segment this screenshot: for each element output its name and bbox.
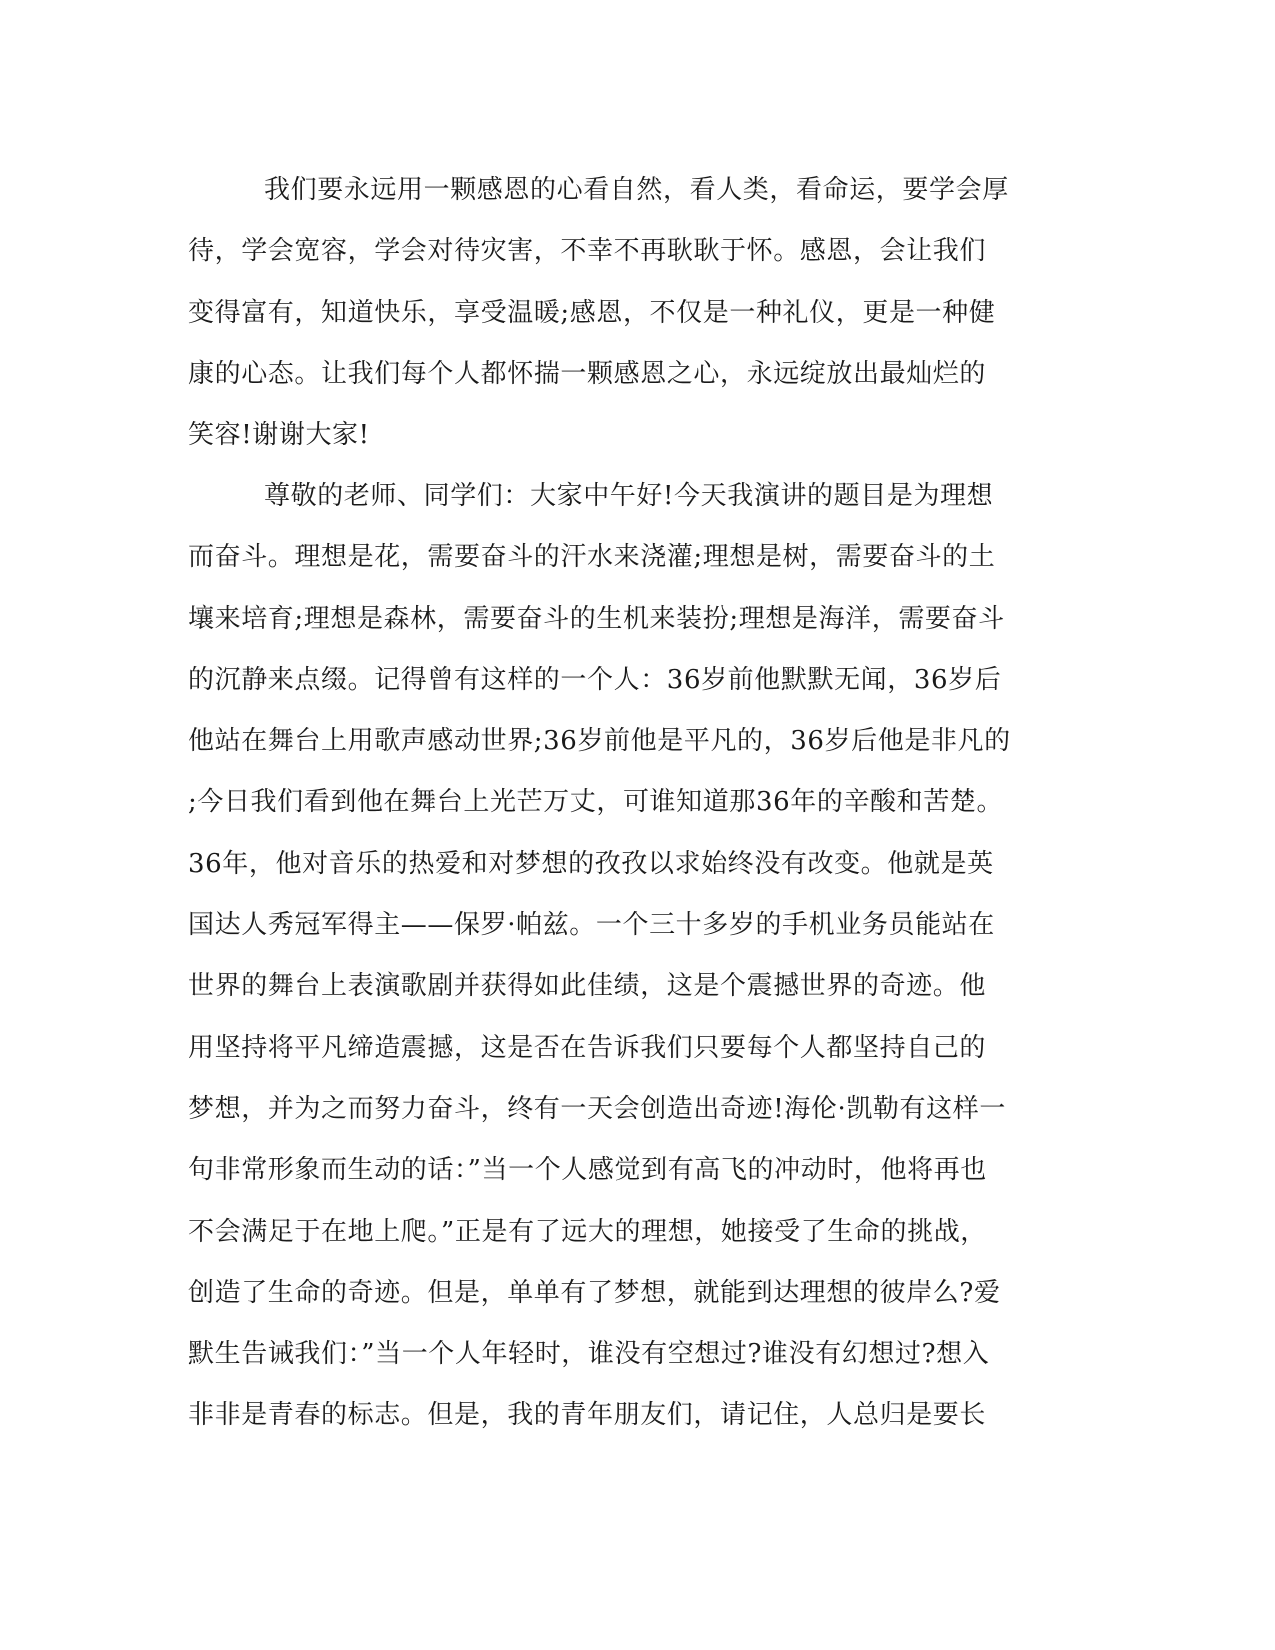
text-line: 世界的舞台上表演歌剧并获得如此佳绩，这是个震撼世界的奇迹。他 (188, 971, 987, 1002)
text-line: 待，学会宽容，学会对待灾害，不幸不再耿耿于怀。感恩，会让我们 (188, 236, 987, 267)
paragraph-gratitude (188, 160, 1078, 466)
text-line: 壤来培育;理想是森林，需要奋斗的生机来装扮;理想是海洋，需要奋斗 (188, 603, 1005, 634)
text-line: 默生告诫我们：”当一个人年轻时，谁没有空想过?谁没有幻想过?想入 (188, 1339, 990, 1370)
text-line: 创造了生命的奇迹。但是，单单有了梦想，就能到达理想的彼岸么?爱 (188, 1277, 1001, 1308)
text-line: 我们要永远用一颗感恩的心看自然，看人类，看命运，要学会厚 (264, 175, 1009, 205)
text-line: 句非常形象而生动的话：”当一个人感觉到有高飞的冲动时，他将再也 (188, 1155, 987, 1186)
text-line: 尊敬的老师、同学们：大家中午好!今天我演讲的题目是为理想 (264, 481, 994, 511)
text-line: 用坚持将平凡缔造震撼，这是否在告诉我们只要每个人都坚持自己的 (188, 1032, 987, 1063)
text-line: 不会满足于在地上爬。”正是有了远大的理想，她接受了生命的挑战， (188, 1216, 987, 1247)
text-line: 的沉静来点缀。记得曾有这样的一个人：36岁前他默默无闻，36岁后 (188, 664, 1002, 695)
text-line: ;今日我们看到他在舞台上光芒万丈，可谁知道那36年的辛酸和苦楚。 (188, 787, 1004, 818)
text-line: 他站在舞台上用歌声感动世界;36岁前他是平凡的，36岁后他是非凡的 (188, 726, 1011, 757)
text-line: 变得富有，知道快乐，享受温暖;感恩，不仅是一种礼仪，更是一种健 (188, 297, 996, 328)
text-line: 而奋斗。理想是花，需要奋斗的汗水来浇灌;理想是树，需要奋斗的土 (188, 542, 996, 573)
text-line: 康的心态。让我们每个人都怀揣一颗感恩之心，永远绽放出最灿烂的 (188, 358, 987, 389)
text-line: 梦想，并为之而努力奋斗，终有一天会创造出奇迹!海伦·凯勒有这样一 (188, 1093, 1006, 1124)
text-line: 36年，他对音乐的热爱和对梦想的孜孜以求始终没有改变。他就是英 (188, 848, 994, 879)
text-line: 国达人秀冠军得主——保罗·帕兹。一个三十多岁的手机业务员能站在 (188, 910, 995, 941)
text-line: 非非是青春的标志。但是，我的青年朋友们，请记住，人总归是要长 (188, 1400, 987, 1431)
text-line: 笑容!谢谢大家! (188, 420, 370, 451)
paragraph-ideals-speech (188, 466, 1078, 1447)
